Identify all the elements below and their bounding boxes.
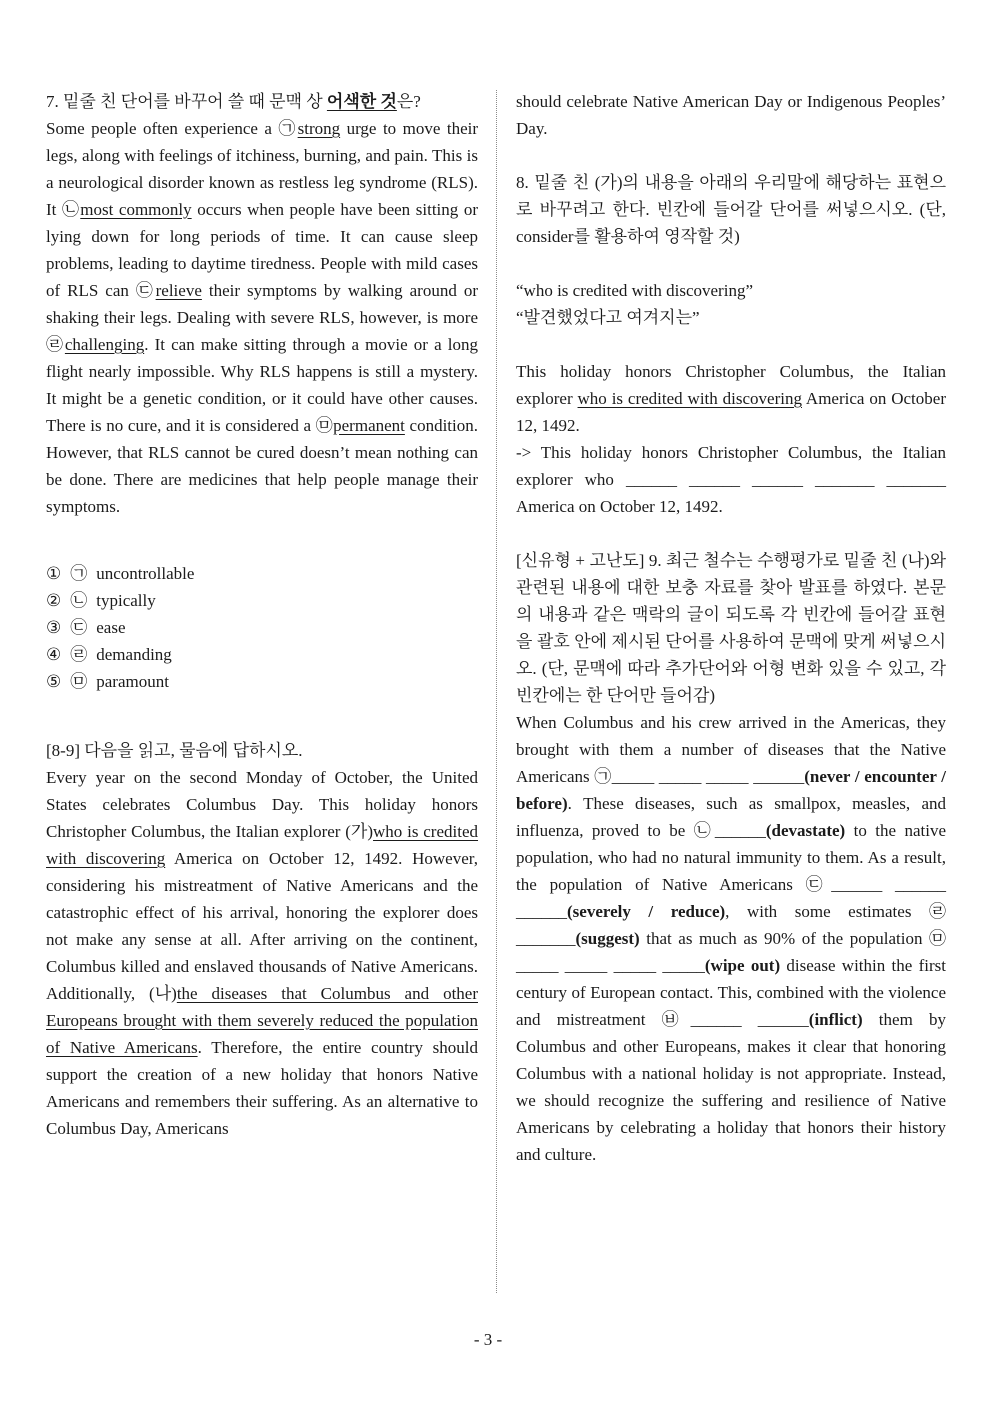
option-word: typically bbox=[96, 591, 156, 610]
option-number: ① bbox=[46, 564, 62, 583]
question-9-passage: When Columbus and his crew arrived in the Americas, they brought with them a number of diseases that the Native Americans ㉠_____ _____ _____ ______(never / encounter / before). These diseases, such as smallpox, measles, and influenza, proved to be ㉡______(devastate) to the native population, who had no natural immunity to them. As a result, the population of Native Americans ㉢______ ______ ______(severely / reduce), with some estimates ㉣_______(suggest) that as much as 90% of the population ㉤_____ _____ _____ _____(wipe out) disease within the first century of European contact. This, combined with the violence and mistreatment ㉥______ ______(inflict) them by Columbus and other Europeans, makes it clear that honoring Columbus with a national holiday is not appropriate. Instead, we should recognize the suffering and resilience of Native Americans by celebrating a holiday that honors their history and culture. bbox=[516, 713, 947, 1164]
option-word: ease bbox=[96, 618, 126, 637]
option-number: ② bbox=[46, 591, 62, 610]
left-column bbox=[46, 88, 478, 1142]
option-number: ④ bbox=[46, 645, 62, 664]
option-marker: ㉤ bbox=[70, 672, 88, 691]
question-7-options bbox=[46, 560, 478, 695]
question-8-title: 8. 밑줄 친 (가)의 내용을 아래의 우리말에 해당하는 표현으로 바꾸려고 한다. 빈칸에 들어갈 단어를 써넣으시오. (단, consider를 활용하여 영작할 것) bbox=[516, 173, 946, 246]
question-7-title: 7. 밑줄 친 단어를 바꾸어 쓸 때 문맥 상 어색한 것은? bbox=[46, 92, 421, 111]
option-5 bbox=[46, 668, 478, 695]
quote-korean: “발견했었다고 여겨지는” bbox=[516, 308, 700, 327]
option-word: paramount bbox=[96, 672, 169, 691]
option-word: demanding bbox=[96, 645, 172, 664]
option-number: ③ bbox=[46, 618, 62, 637]
option-1 bbox=[46, 560, 478, 587]
question-8-quote bbox=[516, 277, 946, 331]
option-2 bbox=[46, 587, 478, 614]
section-8-9-header: [8-9] 다음을 읽고, 물음에 답하시오. bbox=[46, 741, 303, 760]
right-column bbox=[516, 88, 946, 1168]
section-8-9-passage-left: Every year on the second Monday of October, the United States celebrates Columbus Day. This holiday honors Christopher Columbus, the Italian explorer (가)who is credited with discovering America on October 12, 1492. However, considering his mistreatment of Native Americans and the catastrophic effect of his arrival, honoring the explorer does not make any sense at all. After arriving on the continent, Columbus killed and enslaved thousands of Native Americans. Additionally, (나)the diseases that Columbus and other Europeans brought with them severely reduced the population of Native Americans. Therefore, the entire country should support the creation of a new holiday that honors Native Americans and remembers their suffering. As an alternative to Columbus Day, Americans bbox=[46, 768, 479, 1138]
option-marker: ㉢ bbox=[70, 618, 88, 637]
option-4 bbox=[46, 641, 478, 668]
question-7-passage: Some people often experience a ㉠strong urge to move their legs, along with feelings of itchiness, burning, and pain. This is a neurological disorder known as restless leg syndrome (RLS). It ㉡most commonly occurs when people have been sitting or lying down for long periods of time. It can cause sleep problems, leading to daytime tiredness. People with mild cases of RLS can ㉢relieve their symptoms by walking around or shaking their legs. Dealing with severe RLS, however, is more ㉣challenging. It can make sitting through a movie or a long flight nearly impossible. Why RLS happens is still a mystery. It might be a genetic condition, or it could have other causes. There is no cure, and it is considered a ㉤permanent condition. However, that RLS cannot be cured doesn’t mean nothing can be done. There are medicines that help people manage their symptoms. bbox=[46, 119, 479, 516]
quote-english: “who is credited with discovering” bbox=[516, 281, 753, 300]
option-marker: ㉣ bbox=[70, 645, 88, 664]
question-9-title: [신유형 + 고난도] 9. 최근 철수는 수행평가로 밑줄 친 (나)와 관련된 내용에 대한 보충 자료를 찾아 발표를 하였다. 본문의 내용과 같은 맥락의 글이 되도록 각 빈칸에 들어갈 표현을 괄호 안에 제시된 단어를 사용하여 문맥에 맞게 써넣으시오. (단, 문맥에 따라 추가단어와 어형 변화 있을 수 있고, 각 빈칸에는 한 단어만 들어감) bbox=[516, 551, 946, 705]
question-8-original-sentence: This holiday honors Christopher Columbus, the Italian explorer who is credited with discovering America on October 12, 1492. bbox=[516, 362, 946, 435]
option-word: uncontrollable bbox=[96, 564, 195, 583]
page-number: - 3 - bbox=[473, 1330, 503, 1349]
option-marker: ㉡ bbox=[70, 591, 88, 610]
section-8-9-passage-continued: should celebrate Native American Day or Indigenous Peoples’ Day. bbox=[516, 92, 946, 138]
option-3 bbox=[46, 614, 478, 641]
question-8-rewrite-sentence: -> This holiday honors Christopher Columbus, the Italian explorer who ______ ______ ______ _______ _______ America on October 12, 1492. bbox=[516, 443, 946, 516]
column-divider bbox=[496, 90, 497, 1293]
option-marker: ㉠ bbox=[70, 564, 88, 583]
option-number: ⑤ bbox=[46, 672, 62, 691]
